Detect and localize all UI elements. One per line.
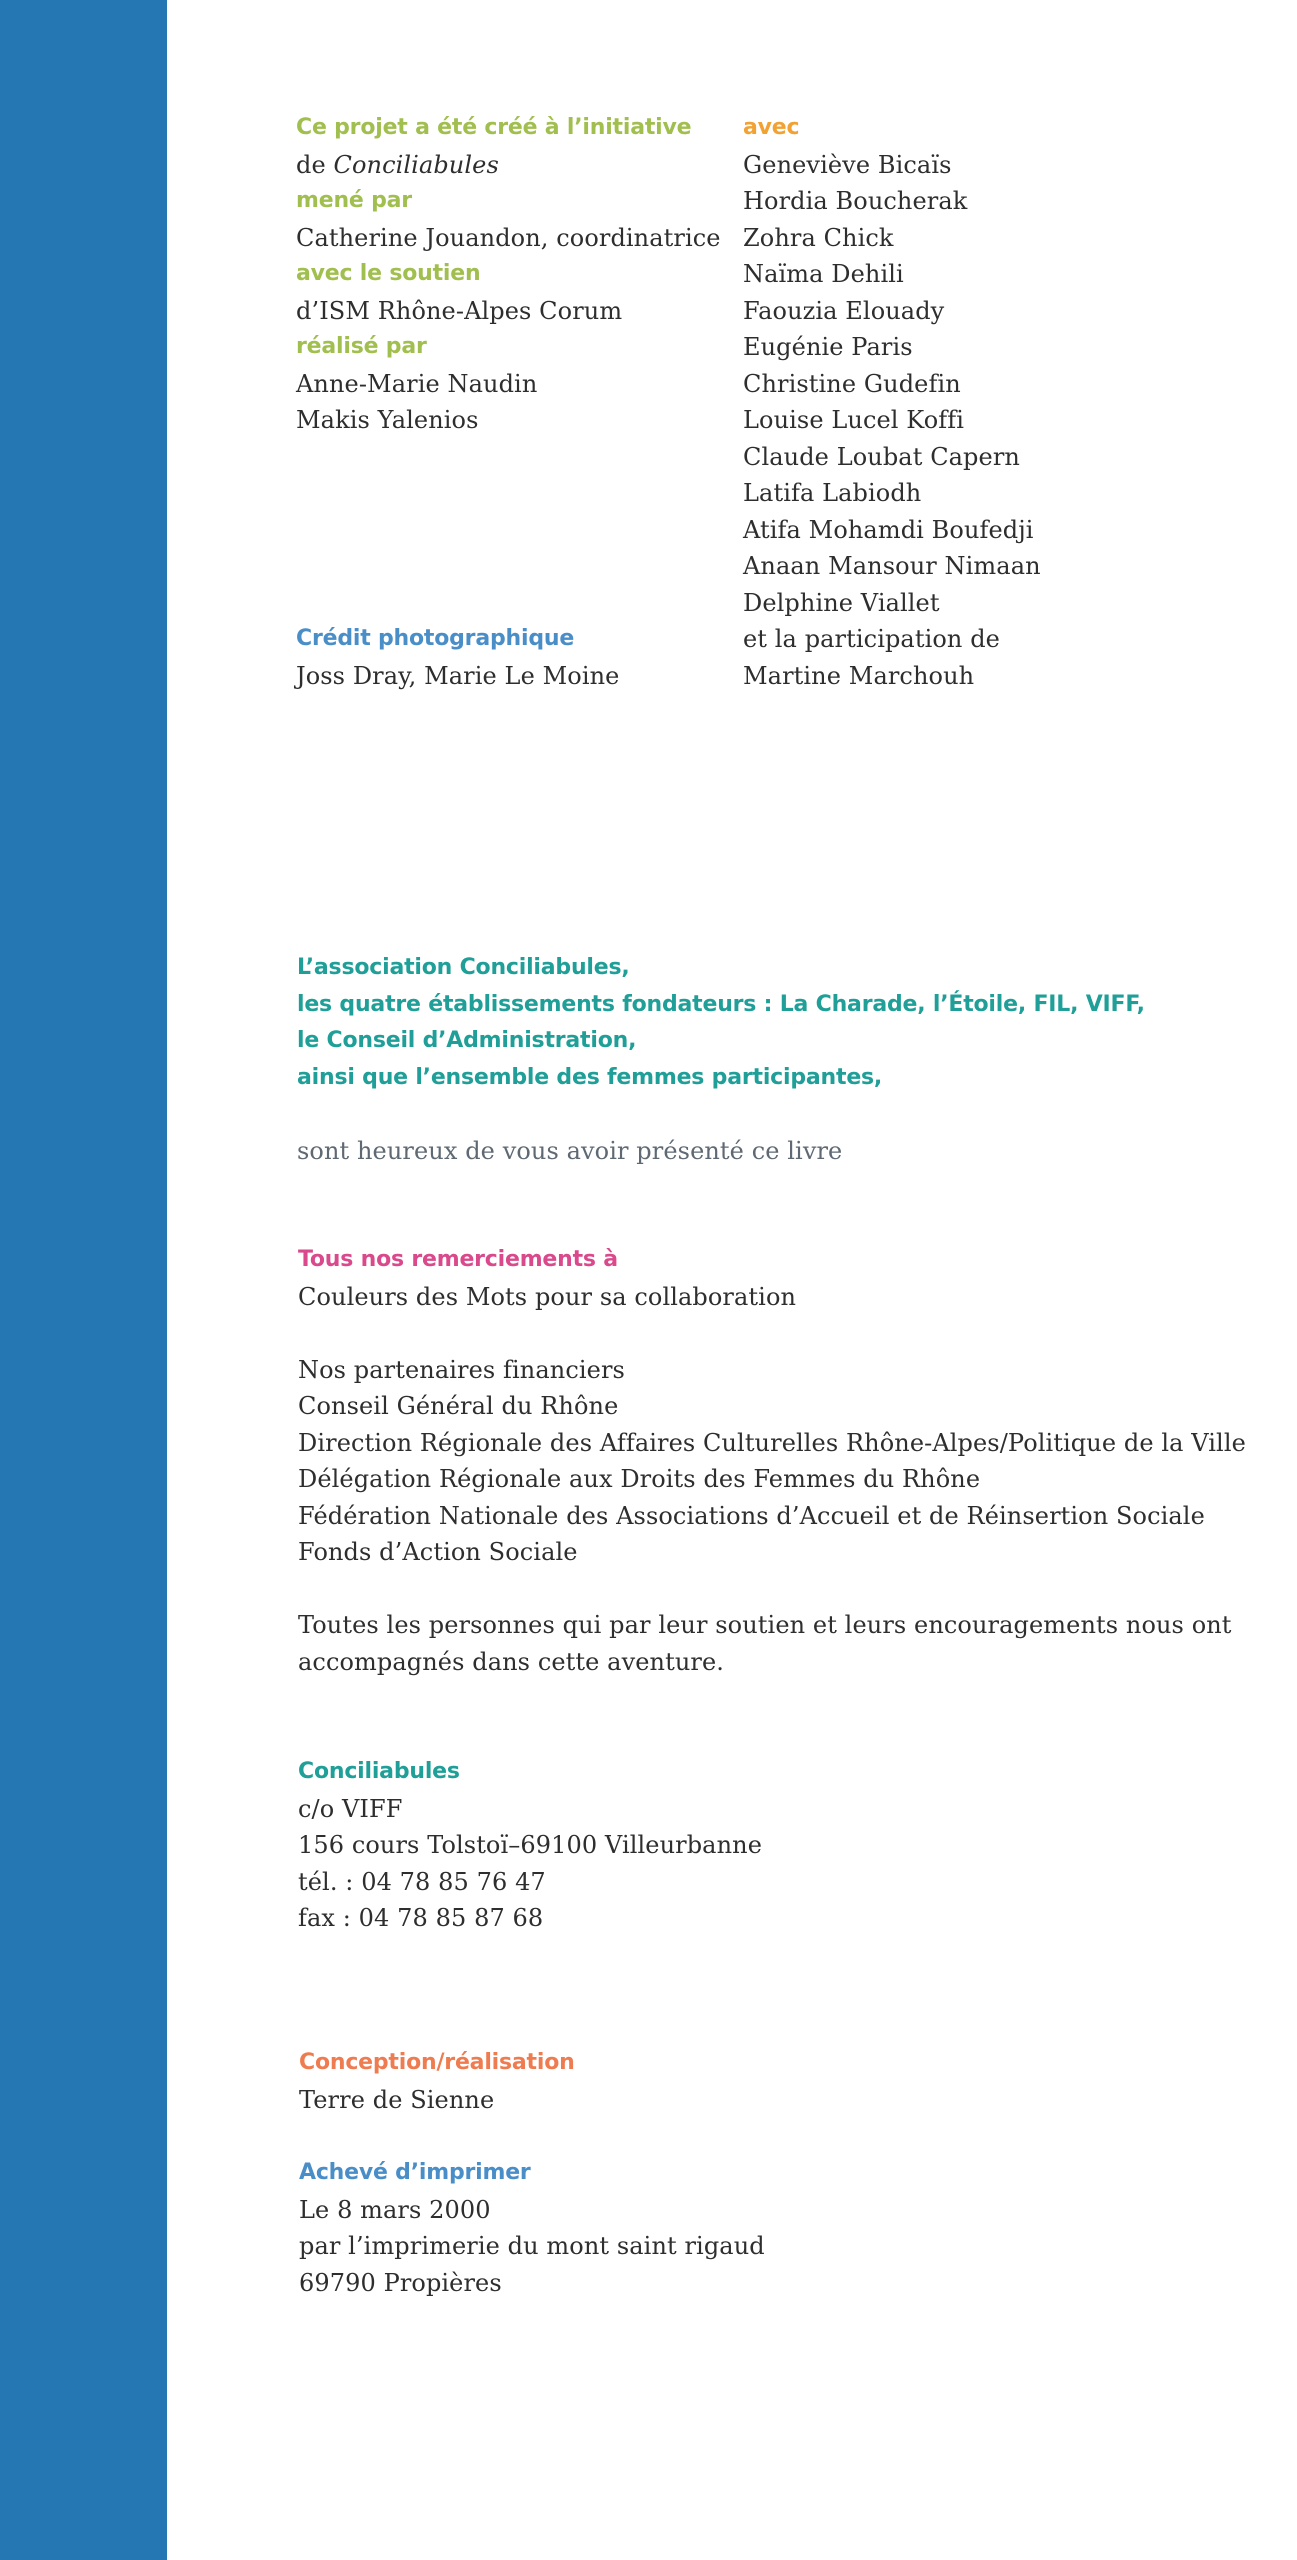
association-closing: sont heureux de vous avoir présenté ce livre [297,1136,843,1165]
printing-heading: Achevé d’imprimer [299,2160,531,2185]
association-line: L’association Conciliabules, [297,955,630,980]
thanks-heading: Tous nos remerciements à [298,1247,618,1272]
realise-heading: réalisé par [296,334,427,359]
participant-name: Christine Gudefin [743,369,961,398]
conception-section [299,2045,575,2118]
realise-name: Makis Yalenios [296,406,479,434]
participant-name: Anaan Mansour Nimaan [743,552,1041,580]
association-line: le Conseil d’Administration, [297,1028,637,1053]
participant-name: Eugénie Paris [743,333,913,361]
contact-line: c/o VIFF [298,1794,403,1823]
mene-value: Catherine Jouandon, coordinatrice [296,223,721,252]
partner-line: Direction Régionale des Affaires Culturelles Rhône-Alpes/Politique de la Ville [298,1428,1246,1457]
participant-name: Louise Lucel Koffi [743,406,964,434]
credits-left-column [296,110,721,439]
participant-name: Latifa Labiodh [743,479,922,507]
contact-line: tél. : 04 78 85 76 47 [298,1867,546,1896]
credits-right-column [743,110,1041,694]
association-statement [297,950,1145,1169]
partner-line: Fédération Nationale des Associations d’Accueil et de Réinsertion Sociale [298,1501,1205,1530]
spacer [297,1096,1145,1133]
partner-line: Conseil Général du Rhône [298,1392,619,1420]
contact-line: 156 cours Tolstoï–69100 Villeurbanne [298,1831,762,1859]
participant-name: Faouzia Elouady [743,296,945,325]
partner-line: Délégation Régionale aux Droits des Femmes du Rhône [298,1465,981,1493]
contact-line: fax : 04 78 85 87 68 [298,1904,544,1932]
realise-name: Anne-Marie Naudin [296,369,538,398]
mene-heading: mené par [296,188,412,213]
thanks-closing-line: Toutes les personnes qui par leur soutien et leurs encouragements nous ont [298,1611,1232,1639]
printing-line: Le 8 mars 2000 [299,2195,491,2224]
initiative-heading: Ce projet a été créé à l’initiative [296,115,692,140]
soutien-value: d’ISM Rhône-Alpes Corum [296,296,623,325]
initiative-prefix: de [296,150,334,179]
participation-name: Martine Marchouh [743,661,975,690]
contact-section [298,1754,762,1937]
spacer [298,1571,1246,1608]
thanks-collab: Couleurs des Mots pour sa collaboration [298,1282,797,1311]
spacer [298,1315,1246,1352]
printing-line: 69790 Propières [299,2268,502,2297]
participant-name: Geneviève Bicaïs [743,150,952,179]
soutien-heading: avec le soutien [296,261,481,286]
blue-sidebar-band [0,0,167,2560]
thanks-closing-line: accompagnés dans cette aventure. [298,1647,725,1676]
thanks-section [298,1242,1246,1680]
conception-heading: Conception/réalisation [299,2050,575,2075]
contact-heading: Conciliabules [298,1759,460,1784]
partner-line: Fonds d’Action Sociale [298,1538,578,1566]
initiative-line [296,147,721,184]
initiative-name: Conciliabules [333,150,499,179]
photo-value: Joss Dray, Marie Le Moine [296,661,620,690]
conception-value: Terre de Sienne [299,2085,495,2114]
printing-line: par l’imprimerie du mont saint rigaud [299,2232,765,2260]
participant-name: Atifa Mohamdi Boufedji [743,515,1034,544]
printing-section [299,2155,765,2301]
participant-name: Zohra Chick [743,223,894,252]
participant-name: Naïma Dehili [743,260,904,288]
photo-heading: Crédit photographique [296,626,575,651]
partner-line: Nos partenaires financiers [298,1355,625,1384]
participant-name: Delphine Viallet [743,588,940,617]
participation-line: et la participation de [743,625,1000,653]
association-line: ainsi que l’ensemble des femmes participantes, [297,1064,883,1090]
photo-credit [296,621,619,694]
participant-name: Hordia Boucherak [743,187,968,215]
association-line: les quatre établissements fondateurs : La Charade, l’Étoile, FIL, VIFF, [297,991,1145,1017]
avec-heading: avec [743,115,800,140]
participant-name: Claude Loubat Capern [743,442,1020,471]
